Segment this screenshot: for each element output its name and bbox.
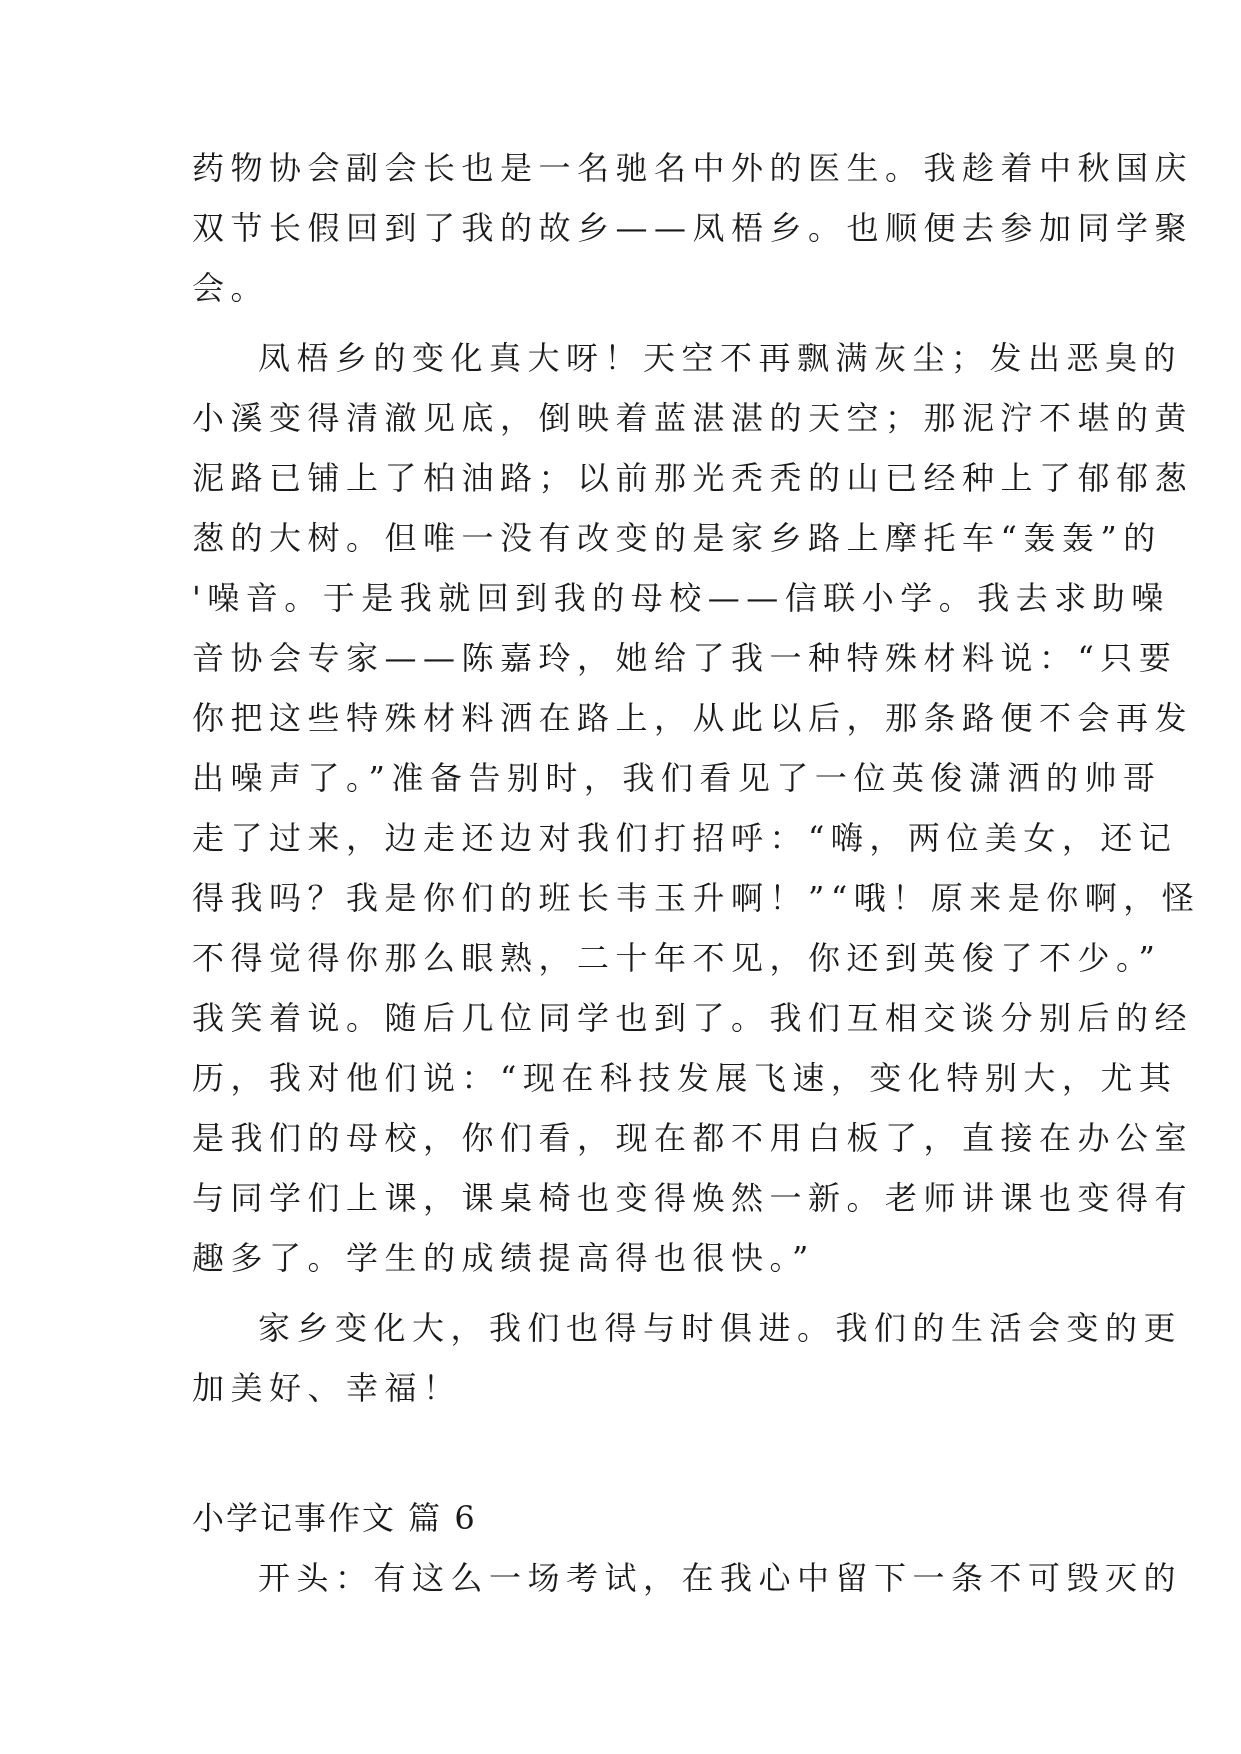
text-line: 你把这些特殊材料洒在路上，从此以后，那条路便不会再发 <box>192 699 1194 737</box>
text-line: 音协会专家——陈嘉玲，她给了我一种特殊材料说：“只要 <box>192 639 1178 677</box>
text-line: 葱的大树。但唯一没有改变的是家乡路上摩托车“轰轰”的 <box>192 519 1162 557</box>
text-line: 双节长假回到了我的故乡——凤梧乡。也顺便去参加同学聚 <box>192 209 1194 247</box>
text-line: 趣多了。学生的成绩提高得也很快。” <box>192 1239 815 1277</box>
text-line: 走了过来，边走还边对我们打招呼：“嗨，两位美女，还记 <box>192 819 1178 857</box>
text-line: '噪音。于是我就回到我的母校——信联小学。我去求助噪 <box>192 579 1170 617</box>
text-line: 是我们的母校，你们看，现在都不用白板了，直接在办公室 <box>192 1119 1194 1157</box>
section-heading: 小学记事作文 篇 6 <box>192 1499 477 1537</box>
text-line: 历，我对他们说：“现在科技发展飞速，变化特别大，尤其 <box>192 1059 1178 1097</box>
text-line: 不得觉得你那么眼熟，二十年不见，你还到英俊了不少。” <box>192 939 1162 977</box>
paragraph-first-line: 家乡变化大，我们也得与时俱进。我们的生活会变的更 <box>258 1309 1183 1347</box>
text-line: 我笑着说。随后几位同学也到了。我们互相交谈分别后的经 <box>192 999 1194 1037</box>
paragraph-first-line: 开头：有这么一场考试，在我心中留下一条不可毁灭的 <box>258 1559 1183 1597</box>
text-line: 药物协会副会长也是一名驰名中外的医生。我趁着中秋国庆 <box>192 149 1194 187</box>
text-line: 会。 <box>192 269 270 307</box>
paragraph-first-line: 凤梧乡的变化真大呀！天空不再飘满灰尘；发出恶臭的 <box>258 339 1183 377</box>
text-line: 得我吗？我是你们的班长韦玉升啊！”“哦！原来是你啊，怪 <box>192 879 1201 917</box>
text-line: 加美好、幸福！ <box>192 1369 462 1407</box>
text-line: 泥路已铺上了柏油路；以前那光秃秃的山已经种上了郁郁葱 <box>192 459 1194 497</box>
text-line: 与同学们上课，课桌椅也变得焕然一新。老师讲课也变得有 <box>192 1179 1194 1217</box>
text-line: 出噪声了。”准备告别时，我们看见了一位英俊潇洒的帅哥 <box>192 759 1162 797</box>
text-line: 小溪变得清澈见底，倒映着蓝湛湛的天空；那泥泞不堪的黄 <box>192 399 1194 437</box>
